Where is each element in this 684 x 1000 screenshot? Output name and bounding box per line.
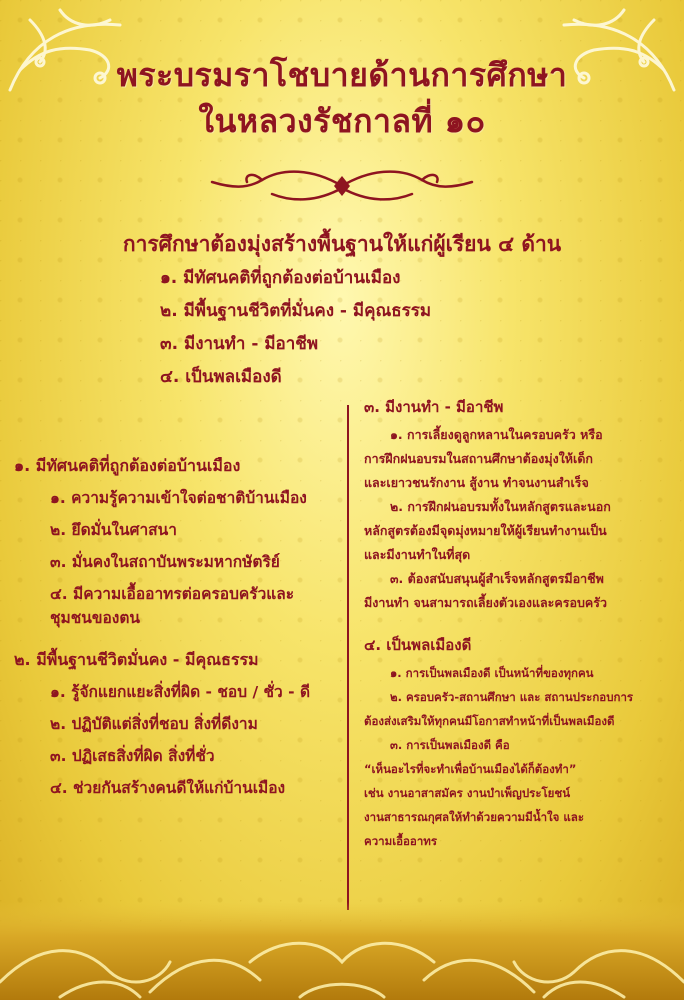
paragraph-line: ๓. ต้องสนับสนุนผู้สำเร็จหลักสูตรมีอาชีพ <box>390 571 604 586</box>
title-line-2: ในหลวงรัชกาลที่ ๑๐ <box>198 102 486 140</box>
list-item: ๓. ปฏิเสธสิ่งที่ผิด สิ่งที่ชั่ว <box>50 747 215 765</box>
paragraph-line: มีงานทำ จนสามารถเลี้ยงตัวเองและครอบครัว <box>364 595 607 610</box>
right-column <box>364 395 680 853</box>
paragraph-line: ๑. การเลี้ยงดูลูกหลานในครอบครัว หรือ <box>390 427 603 442</box>
list-item: ๑. มีทัศนคติที่ถูกต้องต่อบ้านเมือง <box>160 268 401 288</box>
subheading: การศึกษาต้องมุ่งสร้างพื้นฐานให้แก่ผู้เรียน ๔ ด้าน <box>122 232 562 256</box>
section-list <box>14 680 344 800</box>
section-heading: ๑. มีทัศนคติที่ถูกต้องต่อบ้านเมือง <box>14 456 241 475</box>
list-item-text: ชุมชนของตน <box>50 609 140 627</box>
section-heading: ๒. มีพื้นฐานชีวิตมั่นคง - มีคุณธรรม <box>14 650 259 669</box>
section-heading: ๓. มีงานทำ - มีอาชีพ <box>364 398 504 416</box>
paragraph-line: ๓. การเป็นพลเมืองดี คือ <box>390 738 510 752</box>
center-ornament-icon <box>192 162 492 208</box>
paragraph-line: เช่น งานอาสาสมัคร งานบำเพ็ญประโยชน์ <box>364 786 571 800</box>
paragraph-line: ต้องส่งเสริมให้ทุกคนมีโอกาสทำหน้าที่เป็นพลเมืองดี <box>364 714 615 728</box>
list-item: ๒. ยึดมั่นในศาสนา <box>50 521 177 539</box>
list-item: ๔. เป็นพลเมืองดี <box>160 367 282 387</box>
left-column <box>14 454 344 818</box>
quote-line: “เห็นอะไรที่จะทำเพื่อบ้านเมืองได้ก็ต้องทำ” <box>364 762 577 776</box>
list-item: ๒. มีพื้นฐานชีวิตที่มั่นคง - มีคุณธรรม <box>160 301 432 321</box>
bottom-flourish-band <box>0 902 684 1000</box>
paragraph-line: หลักสูตรต้องมีจุดมุ่งหมายให้ผู้เรียนทำงานเป็น <box>364 523 607 538</box>
list-item: ๑. รู้จักแยกแยะสิ่งที่ผิด - ชอบ / ชั่ว - ดี <box>50 683 311 701</box>
paragraph-line: งานสาธารณกุศลให้ทำด้วยความมีน้ำใจ และ <box>364 810 585 824</box>
section-list <box>14 486 344 630</box>
paragraph-line: และมีงานทำในที่สุด <box>364 547 471 562</box>
list-item: ๓. มีงานทำ - มีอาชีพ <box>160 334 319 354</box>
paragraph-line: และเยาวชนรักงาน สู้งาน ทำจนงานสำเร็จ <box>364 475 589 490</box>
spacer <box>364 615 680 633</box>
pillars-list <box>160 262 600 394</box>
section-heading: ๔. เป็นพลเมืองดี <box>364 636 472 654</box>
list-item: ๒. ปฏิบัติแต่สิ่งที่ชอบ สิ่งที่ดีงาม <box>50 715 258 733</box>
list-item: ๓. มั่นคงในสถาบันพระมหากษัตริย์ <box>50 553 280 571</box>
list-item: ๔. ช่วยกันสร้างคนดีให้แก่บ้านเมือง <box>50 779 286 797</box>
title-line-1: พระบรมราโชบายด้านการศึกษา <box>116 56 568 94</box>
paragraph-line: ๒. การฝึกฝนอบรมทั้งในหลักสูตรและนอก <box>390 499 611 514</box>
list-item <box>50 582 344 630</box>
paragraph-line: การฝึกฝนอบรมในสถานศึกษาต้องมุ่งให้เด็ก <box>364 451 594 466</box>
list-item-text: ๔. มีความเอื้ออาทรต่อครอบครัวและ <box>50 585 295 603</box>
paragraph-line: ๑. การเป็นพลเมืองดี เป็นหน้าที่ของทุกคน <box>390 666 594 680</box>
paragraph-line: ๒. ครอบครัว-สถานศึกษา และ สถานประกอบการ <box>390 690 634 704</box>
column-divider <box>347 405 349 910</box>
list-item: ๑. ความรู้ความเข้าใจต่อชาติบ้านเมือง <box>50 489 307 507</box>
paragraph-line: ความเอื้ออาทร <box>364 834 438 848</box>
